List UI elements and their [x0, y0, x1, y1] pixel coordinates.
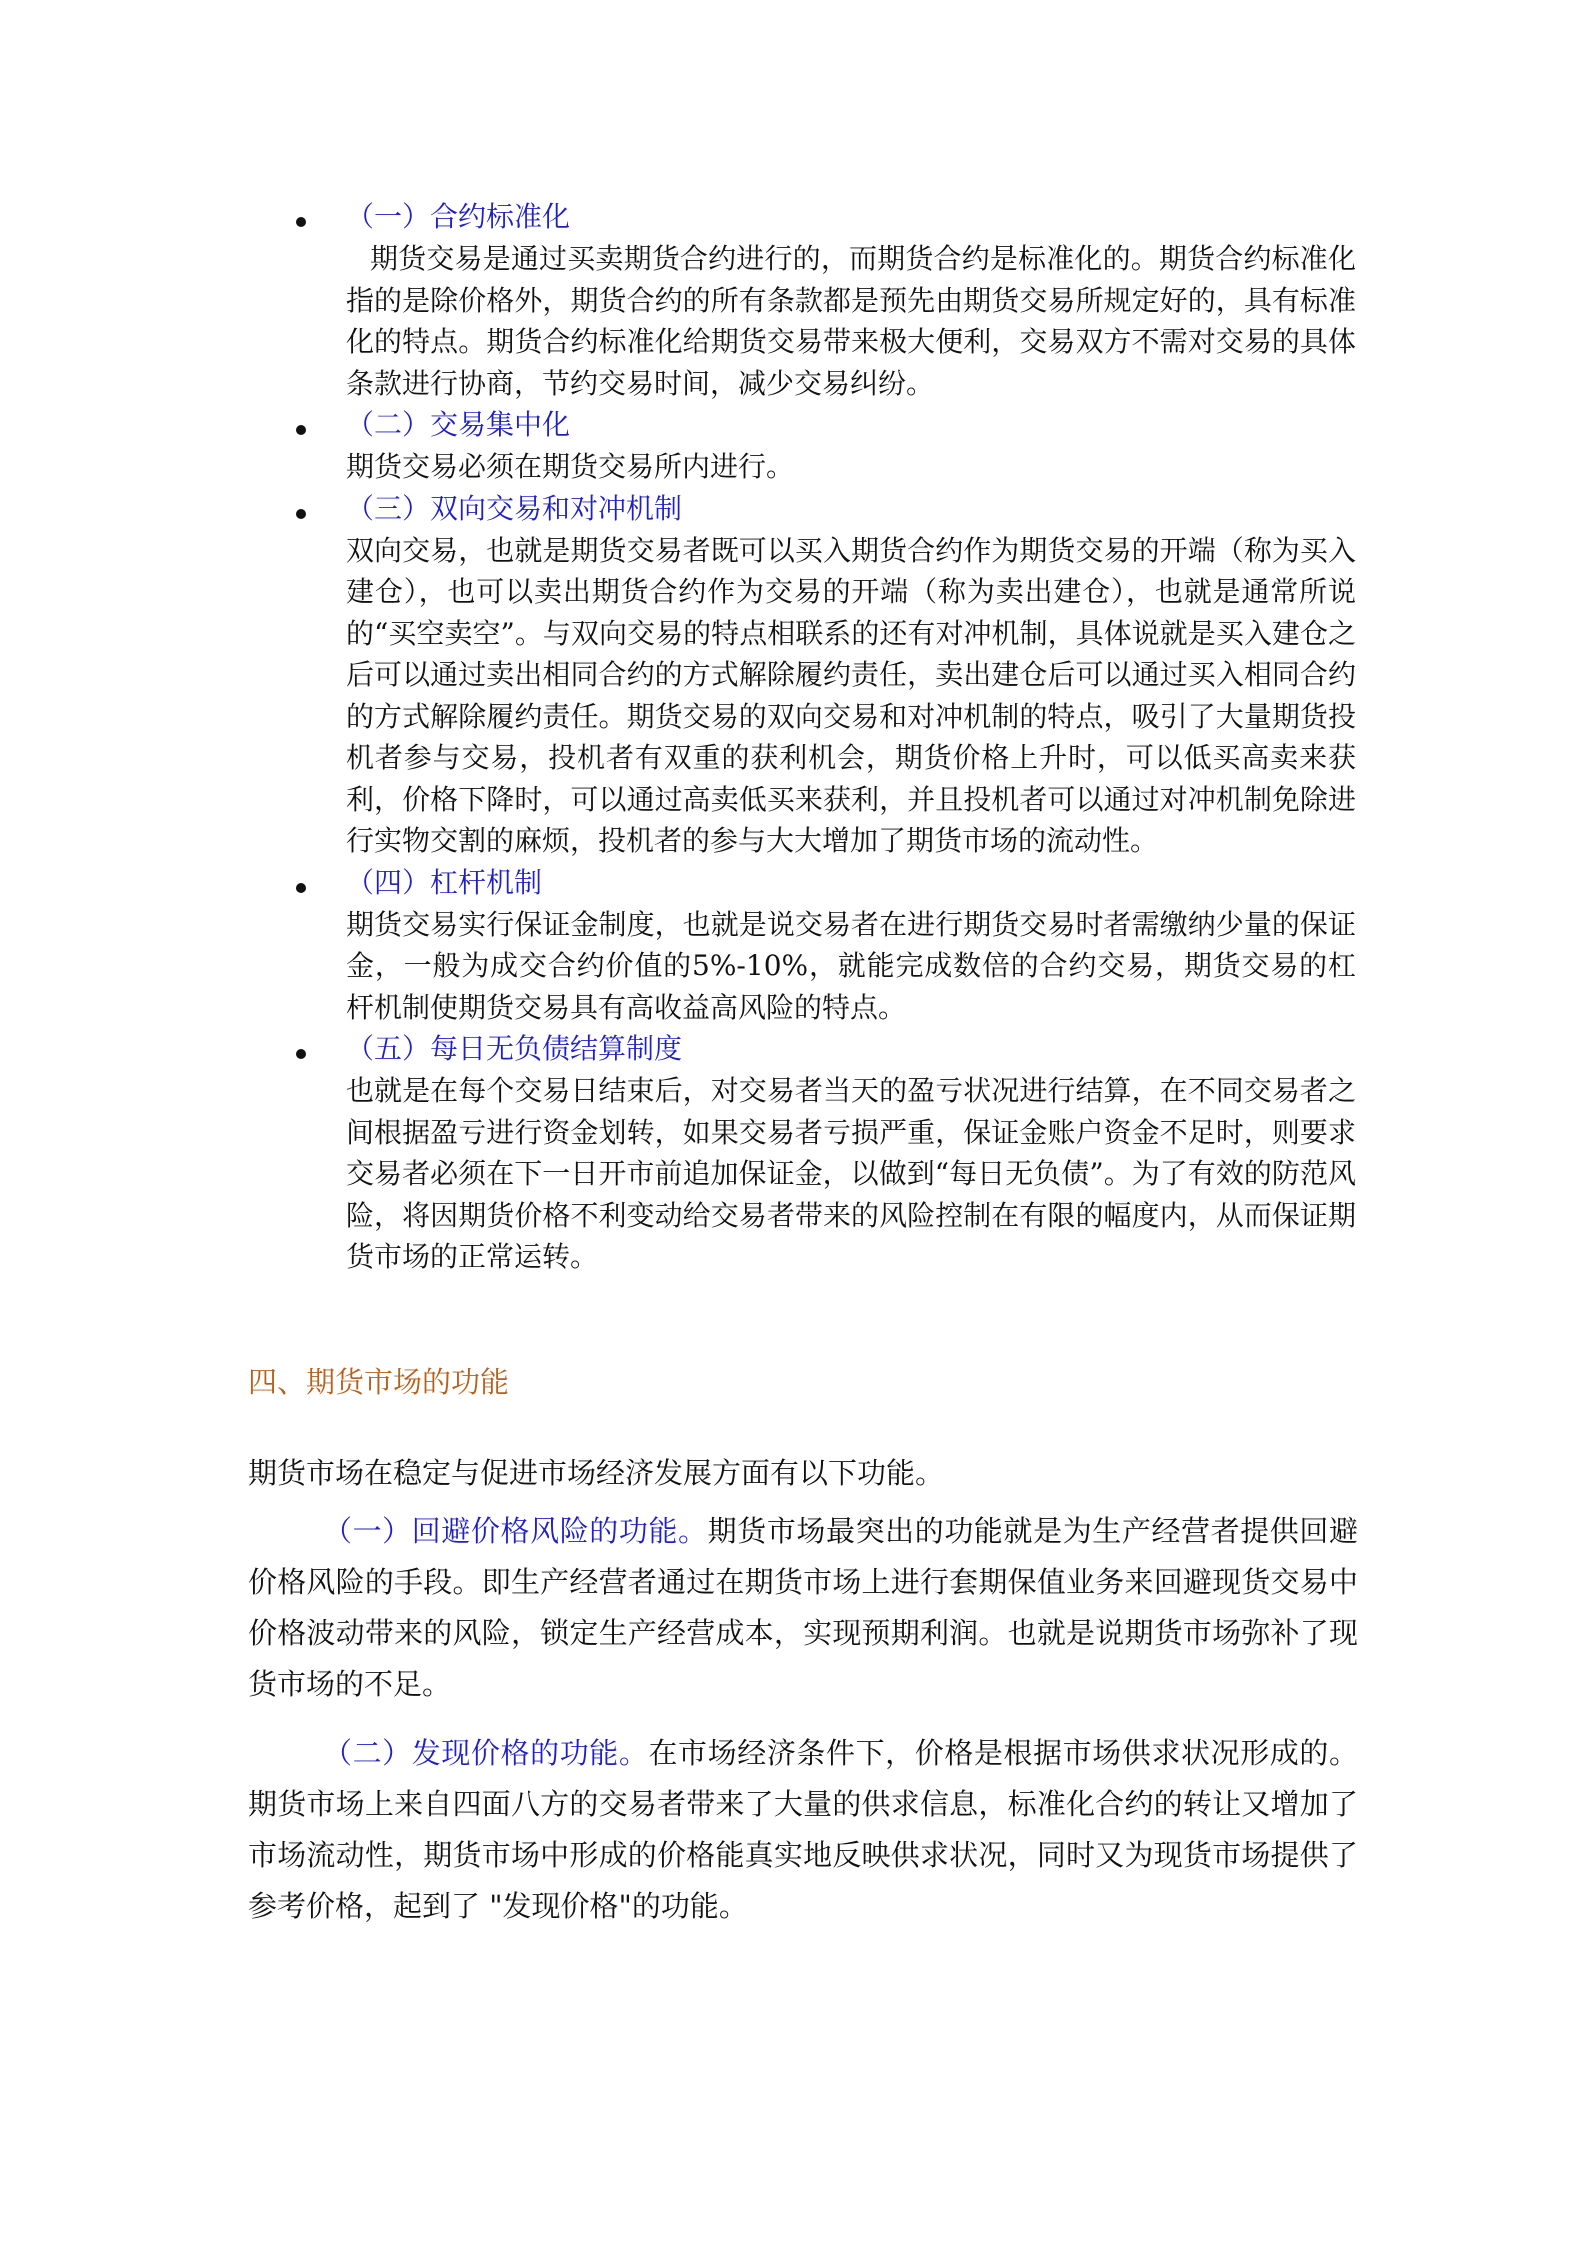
feature-item-centralized-trading: [296, 404, 1356, 488]
feature-body: 双向交易，也就是期货交易者既可以买入期货合约作为期货交易的开端（称为买入建仓），也可以卖出期货合约作为交易的开端（称为卖出建仓），也就是通常所说的“买空卖空”。与双向交易的特点相联系的还有对冲机制，具体说就是买入建仓之后可以通过卖出相同合约的方式解除履约责任，卖出建仓后可以通过买入相同合约的方式解除履约责任。期货交易的双向交易和对冲机制的特点，吸引了大量期货投机者参与交易，投机者有双重的获利机会，期货价格上升时，可以低买高卖来获利，价格下降时，可以通过高卖低买来获利，并且投机者可以通过对冲机制免除进行实物交割的麻烦，投机者的参与大大增加了期货市场的流动性。: [346, 533, 1356, 857]
function-paragraph-risk-hedging: [248, 1506, 1358, 1710]
feature-heading: （三）双向交易和对冲机制: [346, 491, 683, 525]
function-body: 期货市场最突出的功能就是为生产经营者提供回避价格风险的手段。即生产经营者通过在期货市场上进行套期保值业务来回避现货交易中价格波动带来的风险，锁定生产经营成本，实现预期利润。也就是说期货市场弥补了现货市场的不足。: [248, 1514, 1358, 1701]
feature-body: 期货交易实行保证金制度，也就是说交易者在进行期货交易时者需缴纳少量的保证金，一般为成交合约价值的5%-10%，就能完成数倍的合约交易，期货交易的杠杆机制使期货交易具有高收益高风险的特点。: [346, 907, 1356, 1024]
section-title: 四、期货市场的功能: [248, 1365, 510, 1399]
bullet-icon: [296, 883, 306, 893]
feature-body: 期货交易是通过买卖期货合约进行的，而期货合约是标准化的。期货合约标准化指的是除价格外，期货合约的所有条款都是预先由期货交易所规定好的，具有标准化的特点。期货合约标准化给期货交易带来极大便利，交易双方不需对交易的具体条款进行协商，节约交易时间，减少交易纠纷。: [346, 242, 1356, 400]
function-heading: （二）发现价格的功能。: [323, 1736, 649, 1770]
feature-heading: （一）合约标准化: [346, 200, 571, 233]
feature-item-leverage: [296, 862, 1356, 1029]
feature-heading: （四）杠杆机制: [346, 865, 543, 899]
feature-heading: （二）交易集中化: [346, 408, 571, 441]
feature-item-daily-settlement: [296, 1028, 1356, 1278]
feature-body: 也就是在每个交易日结束后，对交易者当天的盈亏状况进行结算，在不同交易者之间根据盈亏进行资金划转，如果交易者亏损严重，保证金账户资金不足时，则要求交易者必须在下一日开市前追加保证金，以做到“每日无负债”。为了有效的防范风险，将因期货价格不利变动给交易者带来的风险控制在有限的幅度内，从而保证期货市场的正常运转。: [346, 1074, 1356, 1273]
feature-heading: （五）每日无负债结算制度: [346, 1032, 683, 1065]
feature-item-two-way-trading: [296, 488, 1356, 862]
feature-list: [296, 196, 1356, 1278]
function-paragraph-price-discovery: [248, 1728, 1358, 1932]
bullet-icon: [296, 425, 306, 435]
bullet-icon: [296, 509, 306, 519]
feature-item-contract-standardization: [296, 196, 1356, 404]
feature-body: 期货交易必须在期货交易所内进行。: [346, 450, 795, 483]
function-body: 在市场经济条件下，价格是根据市场供求状况形成的。期货市场上来自四面八方的交易者带来了大量的供求信息，标准化合约的转让又增加了市场流动性，期货市场中形成的价格能真实地反映供求状况，同时又为现货市场提供了参考价格，起到了 "发现价格"的功能。: [248, 1736, 1358, 1923]
bullet-icon: [296, 1049, 306, 1059]
section-intro: 期货市场在稳定与促进市场经济发展方面有以下功能。: [248, 1456, 945, 1490]
bullet-icon: [296, 217, 306, 227]
function-heading: （一）回避价格风险的功能。: [323, 1514, 708, 1548]
